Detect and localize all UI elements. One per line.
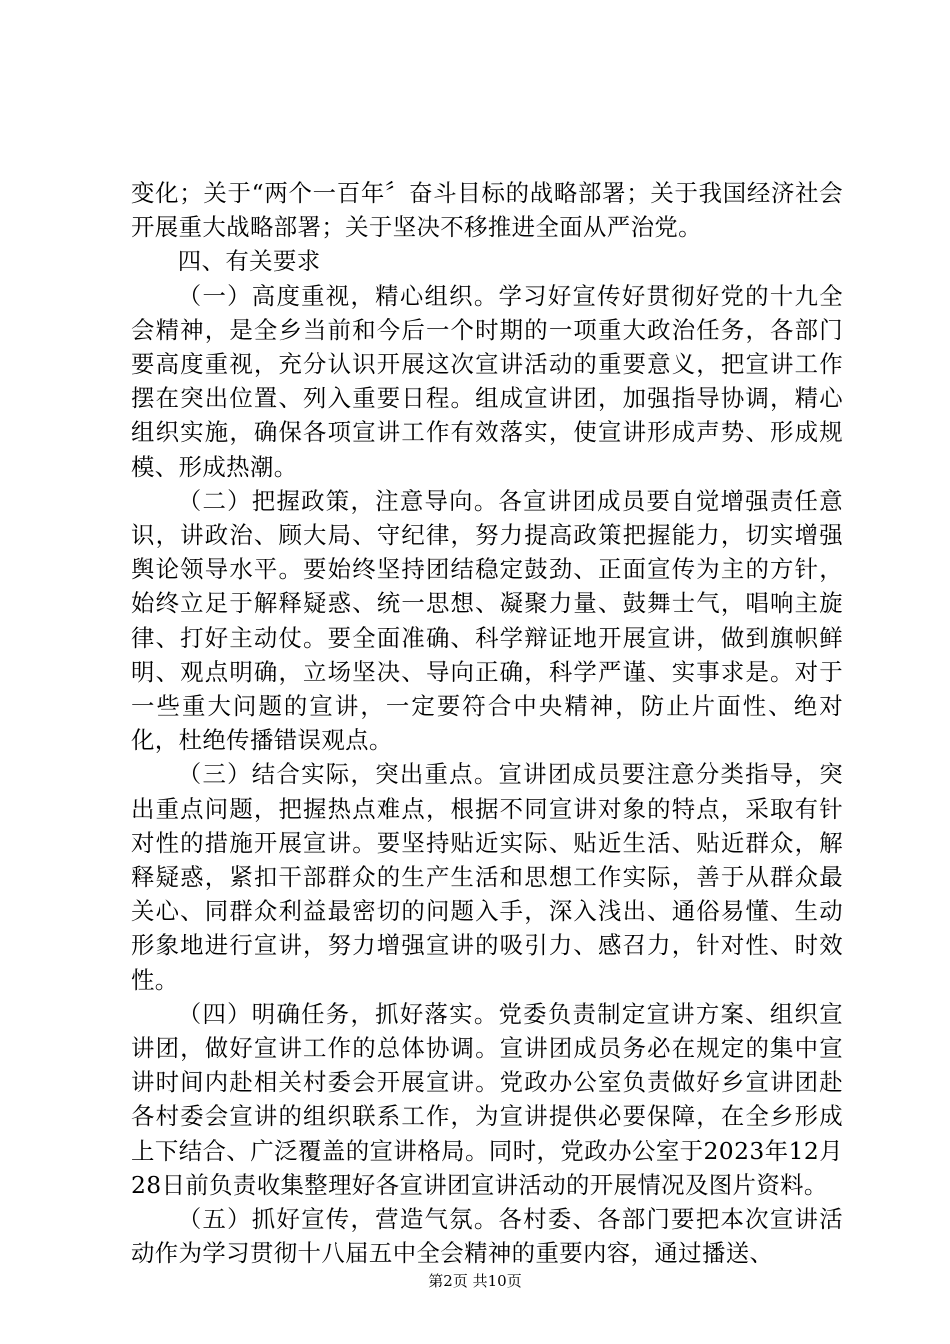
document-body (131, 176, 843, 1271)
paragraph-item-5: （五）抓好宣传，营造气氛。各村委、各部门要把本次宣讲活动作为学习贯彻十八届五中全会精神的重要内容，通过播送、 (131, 1205, 843, 1268)
paragraph-continuation: 变化；关于“两个一百年〞奋斗目标的战略部署；关于我国经济社会开展重大战略部署；关于坚决不移推进全面从严治党。 (131, 179, 843, 242)
section-heading-requirements: 四、有关要求 (177, 247, 321, 276)
paragraph-item-2: （二）把握政策，注意导向。各宣讲团成员要自觉增强责任意识，讲政治、顾大局、守纪律，努力提高政策把握能力，切实增强舆论领导水平。要始终坚持团结稳定鼓劲、正面宣传为主的方针，始终立足于解释疑惑、统一思想、凝聚力量、鼓舞士气，唱响主旋律、打好主动仗。要全面准确、科学辩证地开展宣讲，做到旗帜鲜明、观点明确，立场坚决、导向正确，科学严谨、实事求是。对于一些重大问题的宣讲，一定要符合中央精神，防止片面性、绝对化，杜绝传播错误观点。 (131, 486, 843, 755)
paragraph-item-1: （一）高度重视，精心组织。学习好宣传好贯彻好党的十九全会精神，是全乡当前和今后一个时期的一项重大政治任务，各部门要高度重视，充分认识开展这次宣讲活动的重要意义，把宣讲工作摆在突出位置、列入重要日程。组成宣讲团，加强指导协调，精心组织实施，确保各项宣讲工作有效落实，使宣讲形成声势、形成规模、形成热潮。 (131, 281, 843, 481)
page-number-footer: 第2页 共10页 (428, 1272, 522, 1290)
paragraph-item-4: （四）明确任务，抓好落实。党委负责制定宣讲方案、组织宣讲团，做好宣讲工作的总体协调。宣讲团成员务必在规定的集中宣讲时间内赴相关村委会开展宣讲。党政办公室负责做好乡宣讲团赴各村委会宣讲的组织联系工作，为宣讲提供必要保障，在全乡形成上下结合、广泛覆盖的宣讲格局。同时，党政办公室于2023年12月28日前负责收集整理好各宣讲团宣讲活动的开展情况及图片资料。 (131, 999, 843, 1199)
paragraph-item-3: （三）结合实际，突出重点。宣讲团成员要注意分类指导，突出重点问题，把握热点难点，根据不同宣讲对象的特点，采取有针对性的措施开展宣讲。要坚持贴近实际、贴近生活、贴近群众，解释疑惑，紧扣干部群众的生产生活和思想工作实际，善于从群众最关心、同群众利益最密切的问题入手，深入浅出、通俗易懂、生动形象地进行宣讲，努力增强宣讲的吸引力、感召力，针对性、时效性。 (131, 760, 843, 994)
